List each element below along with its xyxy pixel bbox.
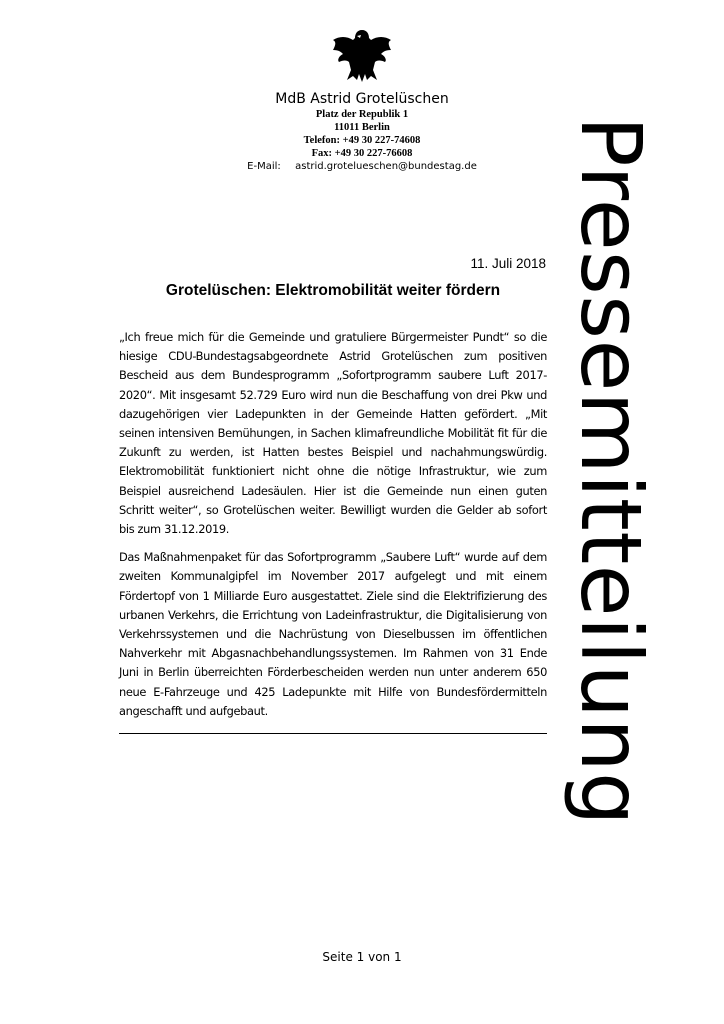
federal-eagle-icon (331, 26, 393, 84)
letterhead (200, 90, 524, 174)
vertical-label-container (561, 116, 661, 858)
address-street: Platz der Republik 1 (315, 109, 409, 120)
mp-name: MdB Astrid Grotelüschen (275, 91, 449, 107)
release-date: 11. Juli 2018 (470, 256, 546, 271)
email-label: E-Mail: (247, 161, 281, 172)
phone-number: Telefon: +49 30 227-74608 (303, 135, 421, 146)
address-city: 11011 Berlin (334, 122, 390, 133)
press-body (119, 328, 547, 730)
paragraph: „Ich freue mich für die Gemeinde und gratuliere Bürgermeister Pundt“ so die hiesige CDU-Bundestagsabgeordnete Astrid Grotelüschen zum positiven Bescheid aus dem Bundesprogramm „Sofortprogramm saubere Luft 2017-2020“. Mit insgesamt 52.729 Euro wird nun die Beschaffung von drei Pkw und dazugehörigen vier Ladepunkten in der Gemeinde Hatten gefördert. „Mit seinen intensiven Bemühungen, in Sachen klimafreundliche Mobilität fit für die Zukunft zu werden, ist Hatten bestes Beispiel und nachahmungswürdig. Elektromobilität funktioniert nicht ohne die nötige Infrastruktur, wie zum Beispiel ausreichend Ladesäulen. Hier ist die Gemeinde nun einen guten Schritt weiter“, so Grotelüschen weiter. Bewilligt wurden die Gelder ab sofort bis zum 31.12.2019. (119, 330, 547, 537)
headline: Grotelüschen: Elektromobilität weiter fördern (165, 282, 501, 299)
pressemitteilung-label: Pressemitteilung (562, 116, 660, 826)
fax-number: Fax: +49 30 227-76608 (311, 148, 413, 159)
email-address: astrid.grotelueschen@bundestag.de (295, 161, 477, 172)
page-number: Seite 1 von 1 (322, 950, 402, 964)
email-line (200, 160, 524, 174)
divider (119, 733, 547, 734)
paragraph: Das Maßnahmenpaket für das Sofortprogramm „Saubere Luft“ wurde auf dem zweiten Kommunalgipfel im November 2017 aufgelegt und mit einem Fördertopf von 1 Milliarde Euro ausgestattet. Ziele sind die Elektrifizierung des urbanen Verkehrs, die Errichtung von Ladeinfrastruktur, die Digitalisierung von Verkehrssystemen und die Nachrüstung von Dieselbussen im öffentlichen Nahverkehr mit Abgasnachbehandlungssystemen. Im Rahmen von 31 Ende Juni in Berlin überreichten Förderbescheiden werden nun unter anderem 650 neue E-Fahrzeuge und 425 Ladepunkte mit Hilfe von Bundesfördermitteln angeschafft und aufgebaut. (119, 550, 547, 718)
